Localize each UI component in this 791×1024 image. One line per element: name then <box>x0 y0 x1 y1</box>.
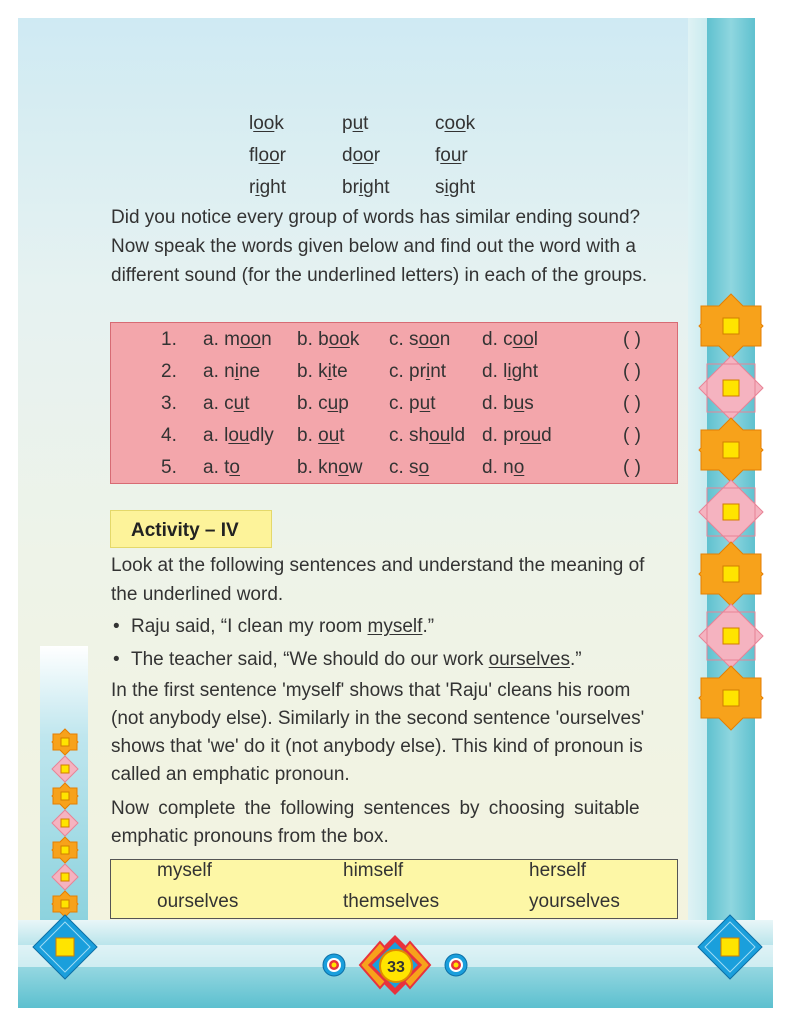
pronoun-word: ourselves <box>157 891 239 912</box>
option: a. loudly <box>203 425 274 446</box>
option: b. book <box>297 329 360 350</box>
word: look <box>249 113 284 134</box>
question-row <box>111 329 677 361</box>
intro-line: Did you notice every group of words has similar ending sound? <box>111 207 641 228</box>
intro-line: Now speak the words given below and find out the word with a <box>111 236 636 257</box>
explanation-line: shows that 'we' do it (not anybody else). This kind of pronoun is <box>111 736 643 757</box>
option: c. so <box>389 457 430 478</box>
word: put <box>342 113 369 134</box>
explanation-line: called an emphatic pronoun. <box>111 764 350 785</box>
option: b. know <box>297 457 363 478</box>
option: d. cool <box>482 329 538 350</box>
pronoun-word: myself <box>157 860 212 881</box>
activity-intro-line: Look at the following sentences and understand the meaning of <box>111 555 645 576</box>
option: b. out <box>297 425 345 446</box>
diamond-ornament-icon <box>699 480 763 544</box>
pronoun-box <box>110 859 678 919</box>
question-number: 4. <box>161 425 177 446</box>
option: c. soon <box>389 329 451 350</box>
star-ornament-icon <box>699 666 763 730</box>
question-number: 3. <box>161 393 177 414</box>
option: d. light <box>482 361 539 382</box>
diamond-ornament-icon <box>52 864 78 890</box>
activity-intro-line: the underlined word. <box>111 584 284 605</box>
word: door <box>342 145 381 166</box>
question-number: 2. <box>161 361 177 382</box>
corner-diamond-icon <box>32 914 98 980</box>
right-ornament-column <box>697 292 765 732</box>
word: floor <box>249 145 286 166</box>
question-row <box>111 425 677 457</box>
option: d. bus <box>482 393 534 414</box>
option: c. should <box>389 425 466 446</box>
question-row <box>111 361 677 393</box>
intro-line: different sound (for the underlined letters) in each of the groups. <box>111 265 648 286</box>
question-number: 5. <box>161 457 177 478</box>
option: b. cup <box>297 393 349 414</box>
instruction-line: Now complete the following sentences by choosing suitable <box>111 798 640 819</box>
option: c. print <box>389 361 447 382</box>
explanation-paragraph <box>111 677 679 789</box>
word: four <box>435 145 468 166</box>
example-sentence: The teacher said, “We should do our work ourselves.” <box>131 649 582 670</box>
option: a. moon <box>203 329 272 350</box>
instruction-line: emphatic pronouns from the box. <box>111 826 389 847</box>
answer-blank[interactable]: ( ) <box>623 425 641 446</box>
word-row <box>249 108 528 140</box>
question-number: 1. <box>161 329 177 350</box>
star-ornament-icon <box>699 294 763 358</box>
question-row <box>111 393 677 425</box>
page-number: 33 <box>379 949 413 983</box>
pronoun-word: themselves <box>343 891 440 912</box>
pronoun-word: yourselves <box>529 891 620 912</box>
word: cook <box>435 113 476 134</box>
pronoun-word: herself <box>529 860 587 881</box>
option: a. cut <box>203 393 250 414</box>
answer-blank[interactable]: ( ) <box>623 361 641 382</box>
word: right <box>249 177 286 198</box>
word-row <box>249 172 528 204</box>
intro-paragraph <box>111 203 679 290</box>
bullet-marker: • <box>113 616 120 637</box>
star-ornament-icon <box>52 837 78 863</box>
question-row <box>111 457 677 489</box>
pronoun-word: himself <box>343 860 404 881</box>
star-ornament-icon <box>699 542 763 606</box>
activity-intro <box>111 551 679 609</box>
word-group-grid <box>249 108 528 204</box>
answer-blank[interactable]: ( ) <box>623 457 641 478</box>
diamond-ornament-icon <box>699 604 763 668</box>
option: c. put <box>389 393 436 414</box>
star-ornament-icon <box>52 783 78 809</box>
word: sight <box>435 177 476 198</box>
diamond-ornament-icon <box>52 810 78 836</box>
answer-blank[interactable]: ( ) <box>623 329 641 350</box>
questions-box <box>110 322 678 484</box>
activity-heading: Activity – IV <box>110 510 272 548</box>
option: b. kite <box>297 361 348 382</box>
star-ornament-icon <box>52 729 78 755</box>
instruction-paragraph <box>111 795 679 851</box>
explanation-line: In the first sentence 'myself' shows that 'Raju' cleans his room <box>111 680 631 701</box>
explanation-line: (not anybody else). Similarly in the second sentence 'ourselves' <box>111 708 645 729</box>
option: a. to <box>203 457 240 478</box>
left-ornament-column <box>51 728 79 918</box>
option: d. proud <box>482 425 552 446</box>
example-sentence: Raju said, “I clean my room myself.” <box>131 616 435 637</box>
diamond-ornament-icon <box>699 356 763 420</box>
option: d. no <box>482 457 525 478</box>
word-row <box>249 140 528 172</box>
corner-diamond-icon <box>697 914 763 980</box>
word: bright <box>342 177 390 198</box>
option: a. nine <box>203 361 261 382</box>
diamond-ornament-icon <box>52 756 78 782</box>
star-ornament-icon <box>699 418 763 482</box>
answer-blank[interactable]: ( ) <box>623 393 641 414</box>
bullet-marker: • <box>113 649 120 670</box>
